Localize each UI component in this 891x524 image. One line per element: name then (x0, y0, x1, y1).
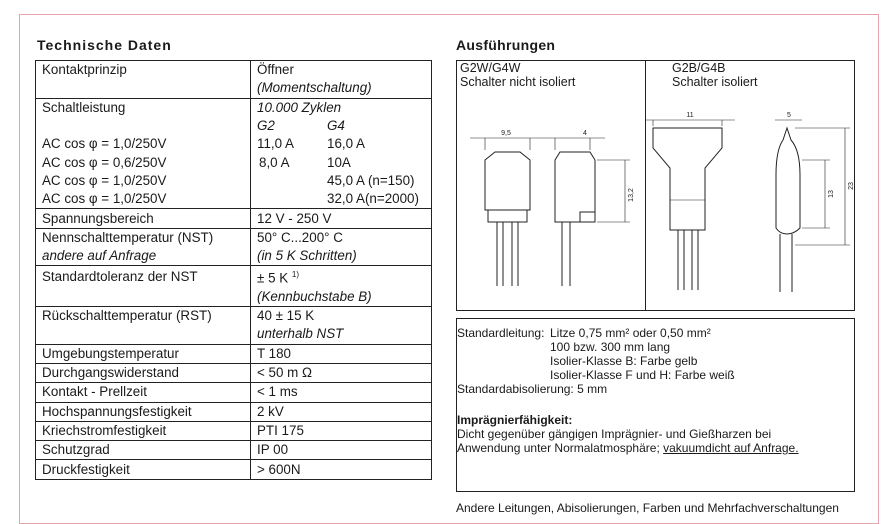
spec-label: Schutzgrad (36, 441, 251, 460)
spec-value: T 180 (251, 344, 432, 363)
footnote-mark: 1) (291, 270, 300, 280)
variant-right-name: G2B/G4B (672, 61, 726, 75)
g4-value: 32,0 A(n=2000) (327, 191, 419, 207)
spec-label: Kontakt - Prellzeit (36, 383, 251, 402)
insulation-class-b: Isolier-Klasse B: Farbe gelb (550, 354, 698, 368)
spec-value: < 50 m Ω (251, 363, 432, 382)
insulation-class-fh: Isolier-Klasse F und H: Farbe weiß (550, 368, 735, 382)
spec-label: Rückschalttemperatur (RST) (36, 307, 251, 326)
spec-value: 2 kV (251, 402, 432, 421)
g2-value: 11,0 A (257, 136, 294, 152)
impregnation-text-1: Dicht gegenüber gängigen Imprägnier- und Gießharzen bei (457, 427, 772, 441)
spec-label: andere auf Anfrage (36, 247, 251, 266)
spec-value: 50° C...200° C (251, 228, 432, 247)
spec-value: 10.000 Zyklen (251, 98, 432, 117)
spec-value: > 600N (251, 460, 432, 479)
spec-value: unterhalb NST (251, 325, 432, 344)
stripping-length: Standardabisolierung: 5 mm (457, 382, 608, 396)
dim-height-right: 13 (828, 190, 835, 198)
spec-label: Schaltleistung (36, 98, 251, 117)
spec-label: AC cos φ = 0,6/250V (36, 153, 251, 171)
spec-value: (Kennbuchstabe B) (251, 288, 432, 307)
dim-height-left: 13,2 (628, 188, 635, 202)
footer-note: Andere Leitungen, Abisolierungen, Farben und Mehrfachverschaltungen (456, 501, 839, 515)
g2-header: G2 (257, 118, 275, 134)
spec-label: Druckfestigkeit (36, 460, 251, 479)
lead-info-box (456, 318, 855, 492)
spec-label: Standardtoleranz der NST (36, 266, 251, 288)
spec-value: ± 5 K $^{1)}$ (251, 266, 432, 288)
spec-label: Spannungsbereich (36, 209, 251, 228)
technical-data-heading: Technische Daten (37, 37, 172, 53)
spec-label: Kriechstromfestigkeit (36, 421, 251, 440)
variants-heading: Ausführungen (456, 37, 556, 53)
spec-label: Kontaktprinzip (36, 61, 251, 80)
lead-label: Standardleitung: (457, 326, 545, 340)
dim-depth-left: 4 (583, 130, 587, 137)
spec-label: AC cos φ = 1,0/250V (36, 190, 251, 209)
impregnation-text-2: Anwendung unter Normalatmosphäre; vakuumdicht auf Anfrage. (457, 441, 799, 455)
impregnation-title: Imprägnierfähigkeit: (457, 413, 573, 427)
g4-value: 10A (327, 154, 351, 170)
lead-value: Litze 0,75 mm² oder 0,50 mm² (550, 326, 711, 340)
variant-left-desc: Schalter nicht isoliert (460, 75, 576, 89)
dim-total-right: 23 (848, 182, 855, 190)
spec-label: Hochspannungsfestigkeit (36, 402, 251, 421)
spec-label: AC cos φ = 1,0/250V (36, 172, 251, 190)
spec-value: < 1 ms (251, 383, 432, 402)
spec-value: (Momentschaltung) (251, 79, 432, 98)
spec-value: 12 V - 250 V (251, 209, 432, 228)
lead-length: 100 bzw. 300 mm lang (550, 340, 671, 354)
g4-value: 16,0 A (327, 136, 365, 152)
variant-right-desc: Schalter isoliert (672, 75, 758, 89)
spec-value: Öffner (251, 61, 432, 80)
dim-depth-right: 5 (787, 112, 791, 119)
spec-value: PTI 175 (251, 421, 432, 440)
g4-value: 45,0 A (n=150) (327, 172, 415, 188)
spec-value: IP 00 (251, 441, 432, 460)
g2-value: 8,0 A (259, 154, 290, 170)
switch-side-insulated (776, 128, 800, 234)
spec-value: (in 5 K Schritten) (251, 247, 432, 266)
spec-label: Nennschalttemperatur (NST) (36, 228, 251, 247)
spec-label: AC cos φ = 1,0/250V (36, 135, 251, 153)
dim-width-left: 9,5 (501, 130, 511, 137)
vacuum-tight-note: vakuumdicht auf Anfrage. (663, 441, 799, 455)
variant-left-name: G2W/G4W (460, 61, 521, 75)
g4-header: G4 (327, 118, 345, 134)
spec-value: 40 ± 15 K (251, 307, 432, 326)
spec-label: Umgebungstemperatur (36, 344, 251, 363)
switch-body-insulated (653, 128, 722, 230)
spec-label: Durchgangswiderstand (36, 363, 251, 382)
dim-width-right: 11 (686, 112, 694, 119)
